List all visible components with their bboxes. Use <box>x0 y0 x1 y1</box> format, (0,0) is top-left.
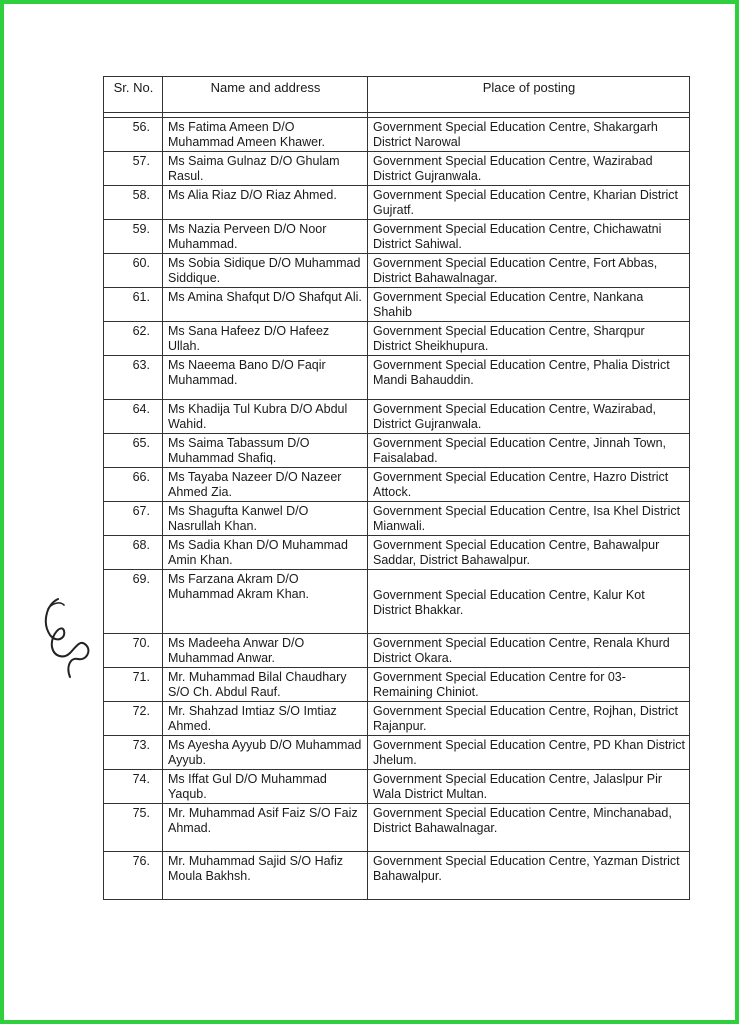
table-row <box>104 536 690 570</box>
sr-no: 71. <box>104 668 163 702</box>
name-address: Ms Naeema Bano D/O Faqir Muhammad. <box>163 356 368 400</box>
place-of-posting: Government Special Education Centre, Yazman District Bahawalpur. <box>368 852 690 900</box>
table-row <box>104 356 690 400</box>
table-row <box>104 152 690 186</box>
place-of-posting: Government Special Education Centre, Isa Khel District Mianwali. <box>368 502 690 536</box>
sr-no: 72. <box>104 702 163 736</box>
table-row <box>104 668 690 702</box>
name-address: Ms Saima Gulnaz D/O Ghulam Rasul. <box>163 152 368 186</box>
place-of-posting: Government Special Education Centre, Phalia District Mandi Bahauddin. <box>368 356 690 400</box>
place-of-posting: Government Special Education Centre, Sharqpur District Sheikhupura. <box>368 322 690 356</box>
name-address: Mr. Muhammad Asif Faiz S/O Faiz Ahmad. <box>163 804 368 852</box>
name-address: Mr. Shahzad Imtiaz S/O Imtiaz Ahmed. <box>163 702 368 736</box>
sr-no: 76. <box>104 852 163 900</box>
header-place-of-posting: Place of posting <box>368 77 690 113</box>
name-address: Ms Fatima Ameen D/O Muhammad Ameen Khawer. <box>163 118 368 152</box>
table-row <box>104 254 690 288</box>
sr-no: 66. <box>104 468 163 502</box>
sr-no: 70. <box>104 634 163 668</box>
place-of-posting: Government Special Education Centre, Shakargarh District Narowal <box>368 118 690 152</box>
sr-no: 69. <box>104 570 163 634</box>
place-of-posting: Government Special Education Centre, Rojhan, District Rajanpur. <box>368 702 690 736</box>
posting-table <box>103 76 690 900</box>
table-row <box>104 434 690 468</box>
sr-no: 59. <box>104 220 163 254</box>
place-of-posting: Government Special Education Centre, Wazirabad District Gujranwala. <box>368 152 690 186</box>
place-of-posting: Government Special Education Centre, Wazirabad, District Gujranwala. <box>368 400 690 434</box>
name-address: Ms Sadia Khan D/O Muhammad Amin Khan. <box>163 536 368 570</box>
place-of-posting: Government Special Education Centre, PD Khan District Jhelum. <box>368 736 690 770</box>
place-of-posting: Government Special Education Centre, Kharian District Gujratf. <box>368 186 690 220</box>
table-row <box>104 186 690 220</box>
sr-no: 57. <box>104 152 163 186</box>
table-row <box>104 322 690 356</box>
name-address: Ms Farzana Akram D/O Muhammad Akram Khan. <box>163 570 368 634</box>
name-address: Mr. Muhammad Sajid S/O Hafiz Moula Bakhsh. <box>163 852 368 900</box>
name-address: Ms Nazia Perveen D/O Noor Muhammad. <box>163 220 368 254</box>
name-address: Ms Sobia Sidique D/O Muhammad Siddique. <box>163 254 368 288</box>
table-row <box>104 770 690 804</box>
header-name-address: Name and address <box>163 77 368 113</box>
name-address: Ms Khadija Tul Kubra D/O Abdul Wahid. <box>163 400 368 434</box>
sr-no: 62. <box>104 322 163 356</box>
sr-no: 58. <box>104 186 163 220</box>
sr-no: 65. <box>104 434 163 468</box>
sr-no: 64. <box>104 400 163 434</box>
sr-no: 67. <box>104 502 163 536</box>
table-row <box>104 220 690 254</box>
sr-no: 75. <box>104 804 163 852</box>
table-row <box>104 400 690 434</box>
handwritten-signature <box>40 595 100 685</box>
table-row <box>104 570 690 634</box>
name-address: Ms Iffat Gul D/O Muhammad Yaqub. <box>163 770 368 804</box>
name-address: Ms Saima Tabassum D/O Muhammad Shafiq. <box>163 434 368 468</box>
table-header-row <box>104 77 690 113</box>
sr-no: 63. <box>104 356 163 400</box>
place-of-posting: Government Special Education Centre, Jinnah Town, Faisalabad. <box>368 434 690 468</box>
table-row <box>104 634 690 668</box>
sr-no: 74. <box>104 770 163 804</box>
sr-no: 60. <box>104 254 163 288</box>
sr-no: 61. <box>104 288 163 322</box>
place-of-posting: Government Special Education Centre, Kalur Kot District Bhakkar. <box>368 570 690 634</box>
table-row <box>104 702 690 736</box>
name-address: Ms Alia Riaz D/O Riaz Ahmed. <box>163 186 368 220</box>
place-of-posting: Government Special Education Centre, Renala Khurd District Okara. <box>368 634 690 668</box>
table-row <box>104 804 690 852</box>
place-of-posting: Government Special Education Centre, Jalaslpur Pir Wala District Multan. <box>368 770 690 804</box>
table-row <box>104 502 690 536</box>
place-of-posting: Government Special Education Centre, Nankana Shahib <box>368 288 690 322</box>
place-of-posting: Government Special Education Centre, Minchanabad, District Bahawalnagar. <box>368 804 690 852</box>
name-address: Ms Sana Hafeez D/O Hafeez Ullah. <box>163 322 368 356</box>
name-address: Mr. Muhammad Bilal Chaudhary S/O Ch. Abdul Rauf. <box>163 668 368 702</box>
table-row <box>104 852 690 900</box>
place-of-posting: Government Special Education Centre for 03-Remaining Chiniot. <box>368 668 690 702</box>
place-of-posting: Government Special Education Centre, Fort Abbas, District Bahawalnagar. <box>368 254 690 288</box>
table-row <box>104 468 690 502</box>
name-address: Ms Tayaba Nazeer D/O Nazeer Ahmed Zia. <box>163 468 368 502</box>
name-address: Ms Amina Shafqut D/O Shafqut Ali. <box>163 288 368 322</box>
sr-no: 56. <box>104 118 163 152</box>
name-address: Ms Madeeha Anwar D/O Muhammad Anwar. <box>163 634 368 668</box>
document-sheet <box>103 76 689 900</box>
place-of-posting: Government Special Education Centre, Hazro District Attock. <box>368 468 690 502</box>
name-address: Ms Ayesha Ayyub D/O Muhammad Ayyub. <box>163 736 368 770</box>
place-of-posting: Government Special Education Centre, Bahawalpur Saddar, District Bahawalpur. <box>368 536 690 570</box>
table-row <box>104 736 690 770</box>
table-row <box>104 288 690 322</box>
place-of-posting: Government Special Education Centre, Chichawatni District Sahiwal. <box>368 220 690 254</box>
header-sr-no: Sr. No. <box>104 77 163 113</box>
sr-no: 73. <box>104 736 163 770</box>
sr-no: 68. <box>104 536 163 570</box>
table-row <box>104 118 690 152</box>
name-address: Ms Shagufta Kanwel D/O Nasrullah Khan. <box>163 502 368 536</box>
